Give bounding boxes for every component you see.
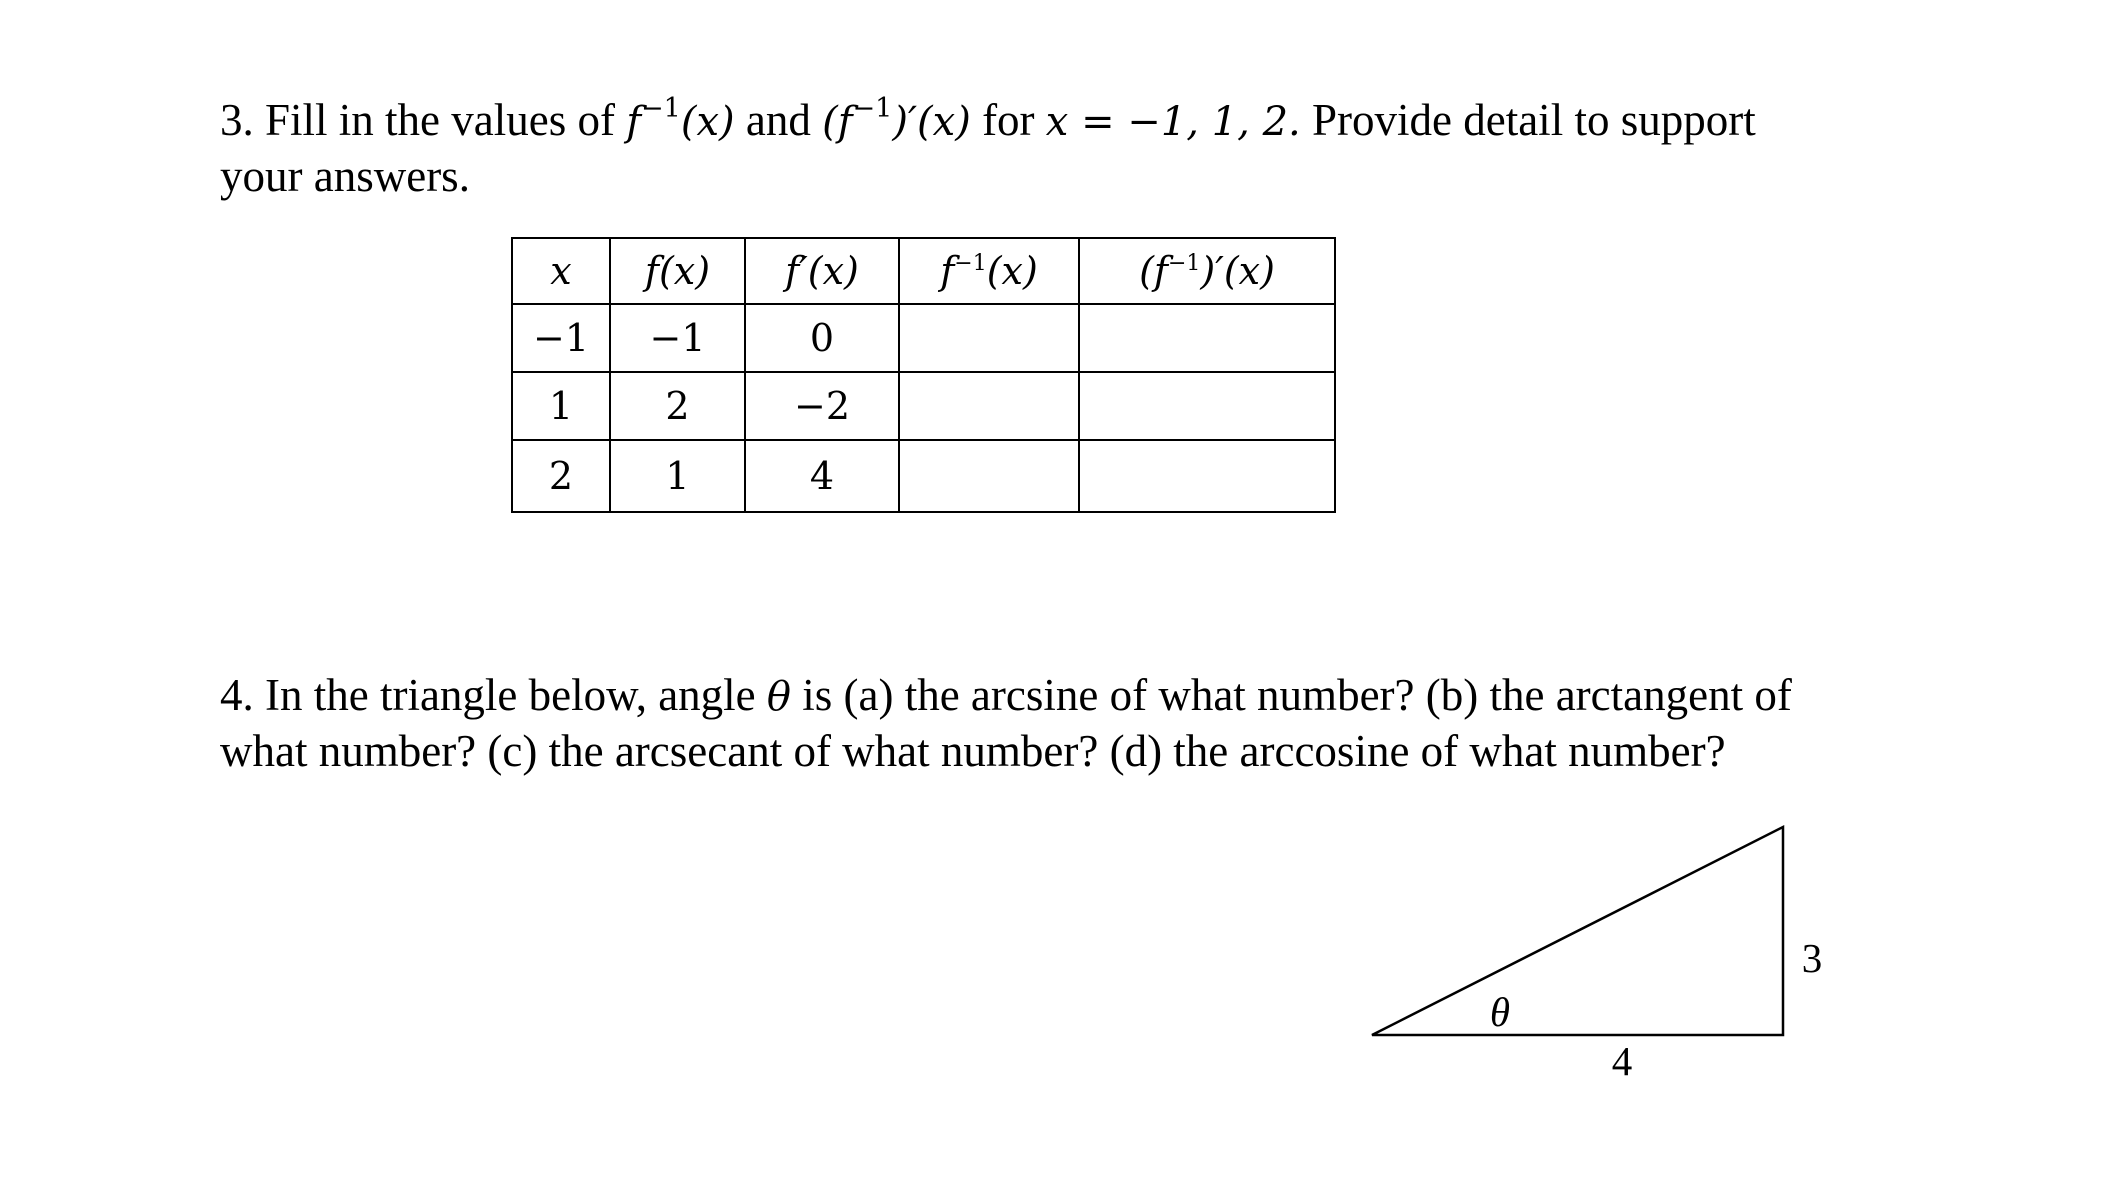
header-finv: $f^{-1}(x)$ bbox=[899, 238, 1079, 304]
cell-finv-deriv-blank bbox=[1079, 440, 1335, 512]
problem-3-text bbox=[220, 82, 1820, 203]
x-values-expr: x = −1, 1, 2. bbox=[1045, 99, 1301, 145]
opposite-side-label: 3 bbox=[1801, 935, 1823, 981]
table-row bbox=[512, 304, 1335, 372]
problem-4-questions: is (a) the arcsine of what number? (b) the arctangent of what number? (c) the arcsecant of what number? (d) the arccosine of what number? bbox=[220, 670, 1792, 776]
problem-3-for: for bbox=[982, 95, 1035, 145]
problem-4-number: 4. bbox=[220, 670, 254, 720]
cell-fprime: 4 bbox=[745, 440, 899, 512]
header-fprime: f′(x) bbox=[745, 238, 899, 304]
theta-symbol: θ bbox=[766, 674, 791, 720]
cell-fprime: −2 bbox=[745, 372, 899, 440]
cell-fx: 2 bbox=[610, 372, 745, 440]
cell-finv-deriv-blank bbox=[1079, 304, 1335, 372]
cell-fx: 1 bbox=[610, 440, 745, 512]
triangle-shape bbox=[1372, 827, 1783, 1035]
cell-fx: −1 bbox=[610, 304, 745, 372]
problem-3-number: 3. bbox=[220, 95, 254, 145]
problem-3-detail: Provide detail to support your answers. bbox=[220, 95, 1756, 201]
problem-4-intro: In the triangle below, angle bbox=[265, 670, 756, 720]
inverse-derivative-expr: $(f^{-1})'(x)$ bbox=[822, 93, 971, 145]
problem-3-and: and bbox=[745, 95, 811, 145]
table-row bbox=[512, 372, 1335, 440]
cell-x: 2 bbox=[512, 440, 610, 512]
cell-finv-blank bbox=[899, 304, 1079, 372]
table-header-row bbox=[512, 238, 1335, 304]
adjacent-side-label: 4 bbox=[1611, 1038, 1633, 1084]
header-finv-deriv: $(f^{-1})'(x)$ bbox=[1079, 238, 1335, 304]
header-fx: f(x) bbox=[610, 238, 745, 304]
header-x: x bbox=[512, 238, 610, 304]
cell-finv-deriv-blank bbox=[1079, 372, 1335, 440]
cell-fprime: 0 bbox=[745, 304, 899, 372]
function-values-table bbox=[511, 237, 1336, 513]
cell-x: −1 bbox=[512, 304, 610, 372]
cell-finv-blank bbox=[899, 440, 1079, 512]
problem-3-intro: Fill in the values of bbox=[265, 95, 615, 145]
table-row bbox=[512, 440, 1335, 512]
angle-theta-label: θ bbox=[1489, 989, 1511, 1035]
cell-finv-blank bbox=[899, 372, 1079, 440]
inverse-function-expr: $f^{-1}(x)$ bbox=[626, 93, 735, 145]
cell-x: 1 bbox=[512, 372, 610, 440]
problem-4-text bbox=[220, 668, 1820, 778]
